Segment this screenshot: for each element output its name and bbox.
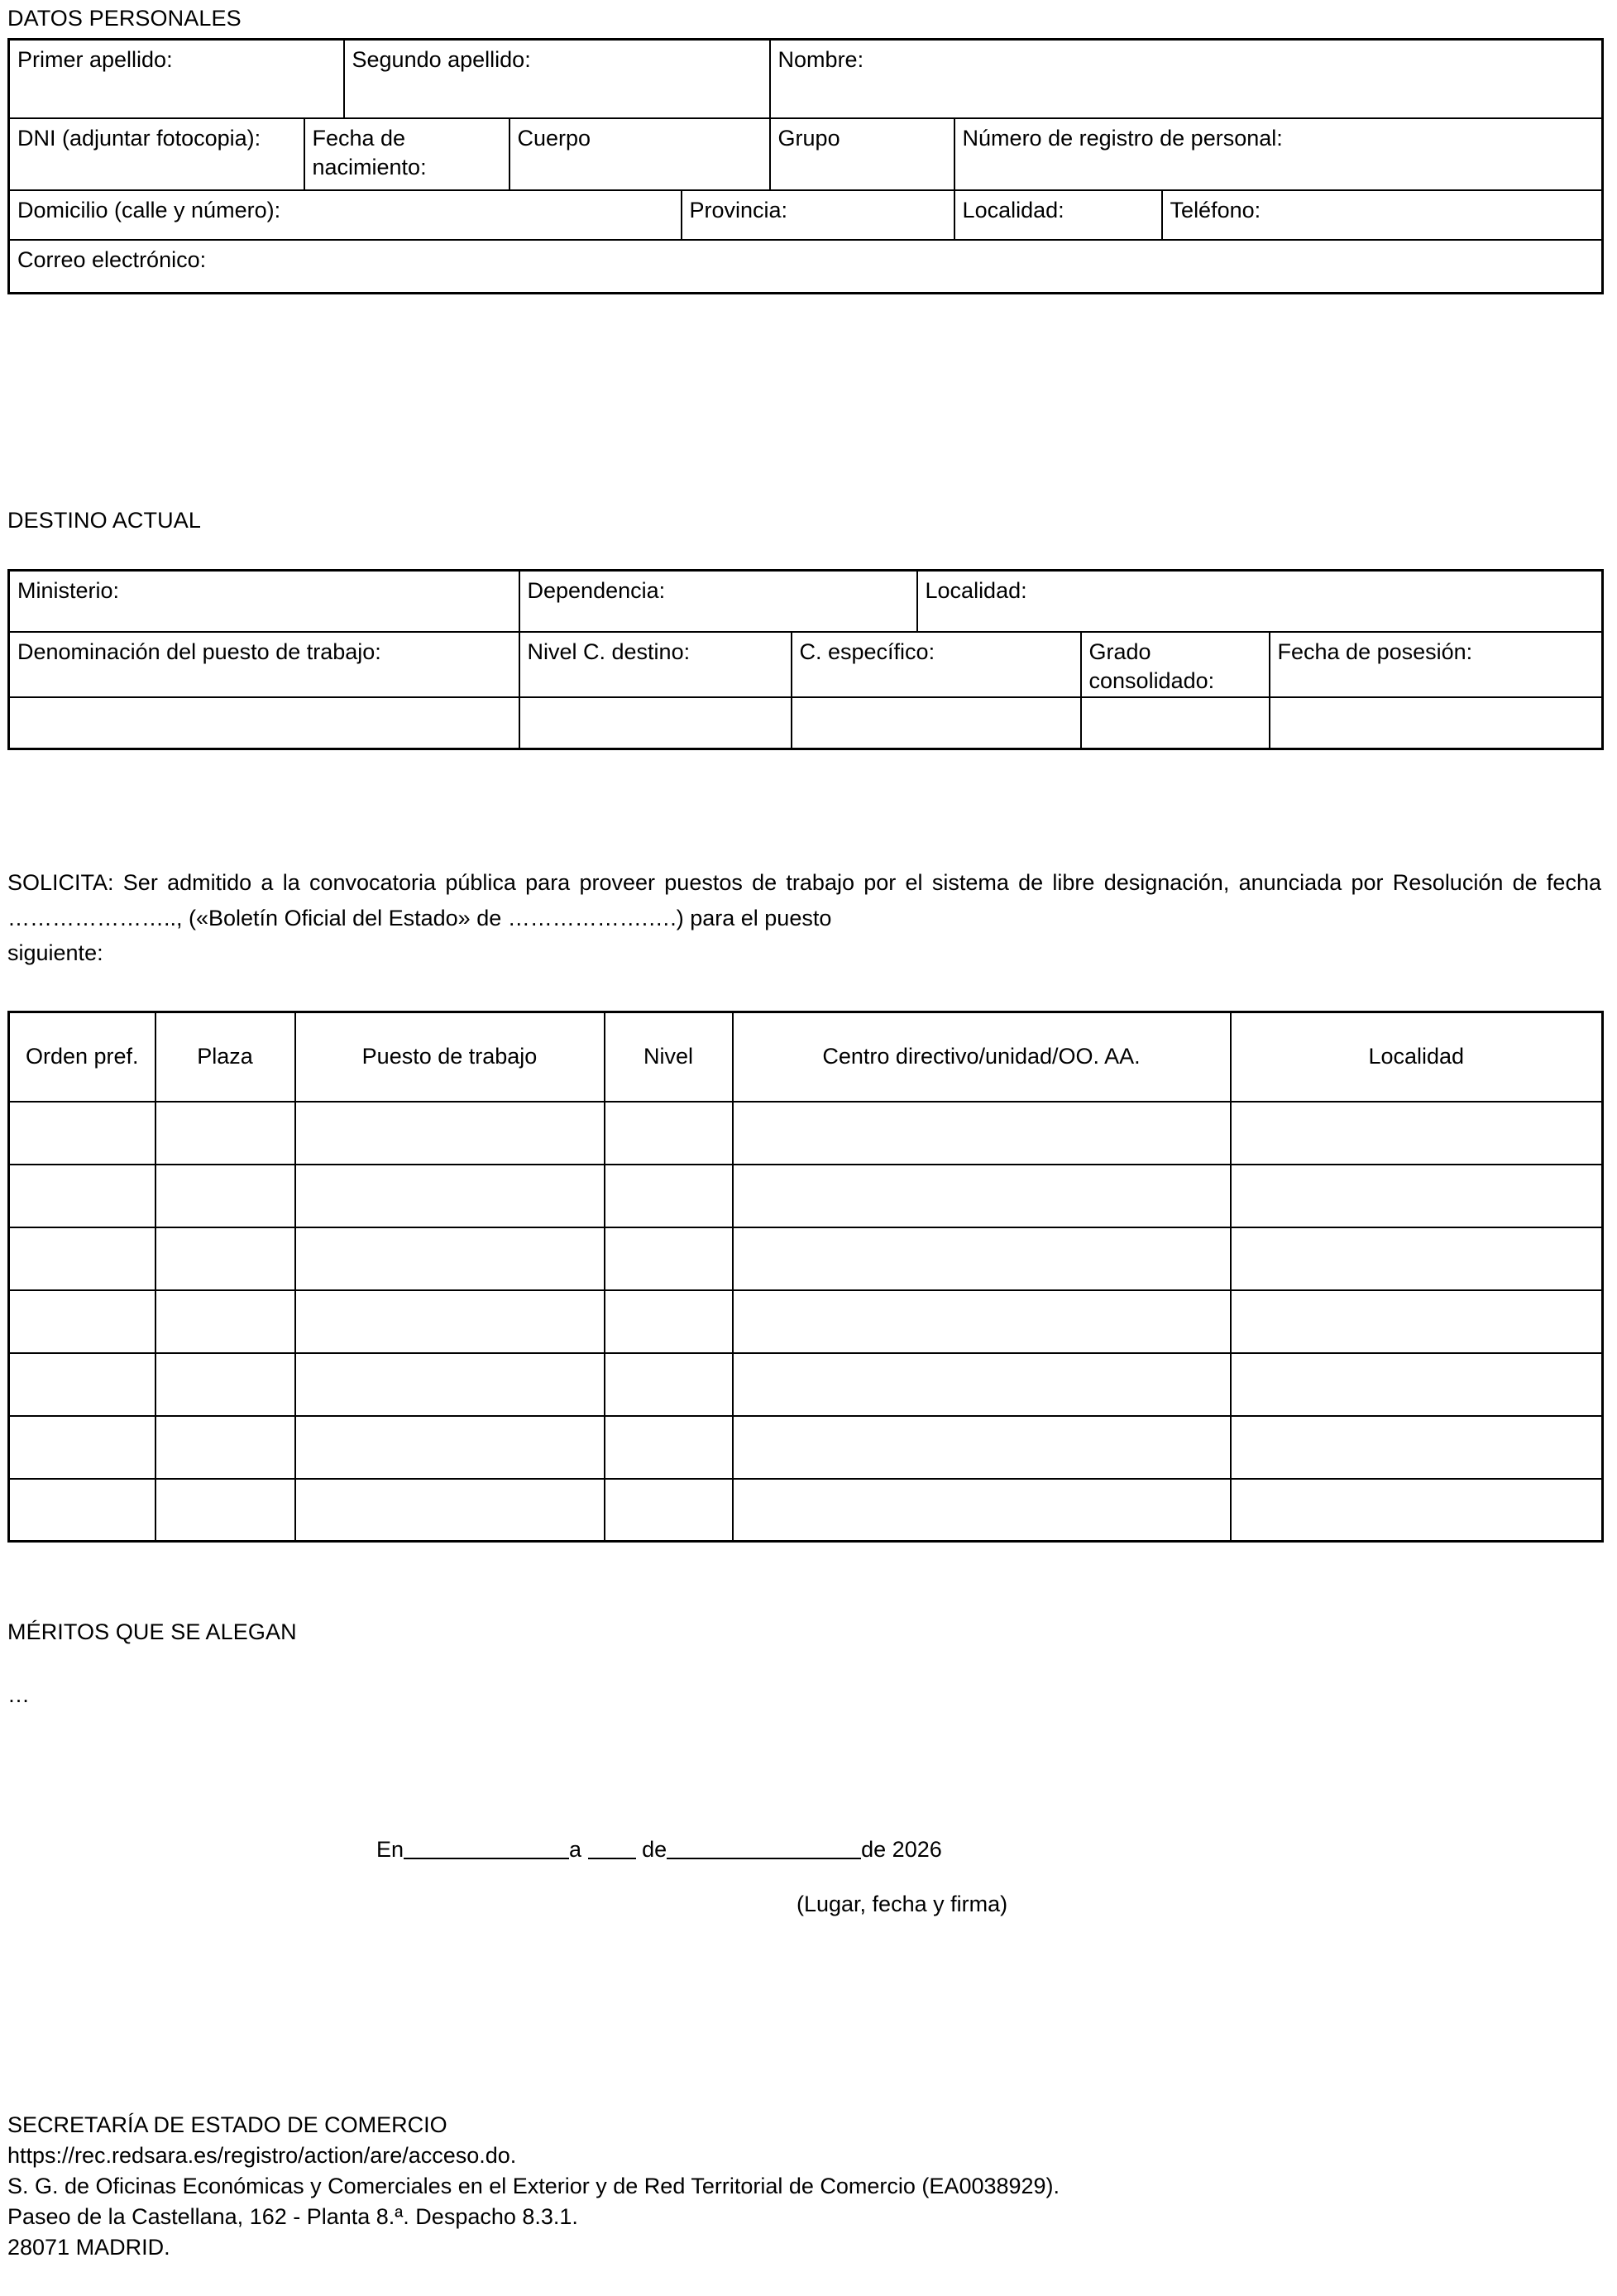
solicita-line-3: siguiente:: [7, 940, 103, 966]
consolidated-grade-input[interactable]: [1081, 697, 1270, 749]
preference-cell[interactable]: [605, 1102, 733, 1165]
day-blank[interactable]: [588, 1858, 636, 1859]
email-field[interactable]: Correo electrónico:: [9, 240, 1603, 294]
job-title-field[interactable]: Denominación del puesto de trabajo:: [9, 632, 519, 698]
table-row: [9, 40, 1603, 118]
column-header-plaza: Plaza: [155, 1012, 295, 1102]
dni-field[interactable]: DNI (adjuntar fotocopia):: [9, 118, 304, 190]
preference-cell[interactable]: [605, 1479, 733, 1542]
signature-mid-de: de: [642, 1837, 667, 1862]
preference-cell[interactable]: [155, 1353, 295, 1416]
preference-cell[interactable]: [295, 1165, 605, 1227]
merits-placeholder[interactable]: …: [7, 1682, 30, 1707]
footer-line-url[interactable]: https://rec.redsara.es/registro/action/are/acceso.do.: [7, 2142, 517, 2168]
signature-caption: (Lugar, fecha y firma): [797, 1892, 1008, 1916]
solicita-line-2: anunciada por Resolución de fecha ………………….., («Boletín Oficial del Estado» de ……………….….) para el puesto: [7, 870, 1601, 930]
personal-data-table: [7, 38, 1604, 294]
preference-cell[interactable]: [1231, 1479, 1603, 1542]
possession-date-input[interactable]: [1270, 697, 1603, 749]
address-field[interactable]: Domicilio (calle y número):: [9, 190, 682, 240]
table-row: [9, 632, 1603, 698]
place-blank[interactable]: [404, 1858, 569, 1859]
table-row: [9, 1479, 1603, 1542]
preference-cell[interactable]: [733, 1165, 1231, 1227]
preference-cell[interactable]: [1231, 1416, 1603, 1479]
table-row: [9, 571, 1603, 632]
preference-cell[interactable]: [155, 1102, 295, 1165]
table-row: [9, 1102, 1603, 1165]
group-field[interactable]: Grupo: [770, 118, 954, 190]
preference-cell[interactable]: [295, 1479, 605, 1542]
solicita-line-1: SOLICITA: Ser admitido a la convocatoria pública para proveer puestos de trabajo por el sistema de libre designación,: [7, 870, 1230, 895]
preference-cell[interactable]: [605, 1227, 733, 1290]
preference-cell[interactable]: [9, 1165, 155, 1227]
preference-cell[interactable]: [9, 1353, 155, 1416]
footer-line-unit: S. G. de Oficinas Económicas y Comerciales en el Exterior y de Red Territorial de Comercio (EA0038929).: [7, 2173, 1060, 2198]
table-row: [9, 1165, 1603, 1227]
preference-table-header-row: [9, 1012, 1603, 1102]
current-locality-field[interactable]: Localidad:: [917, 571, 1603, 632]
preference-cell[interactable]: [295, 1416, 605, 1479]
personnel-registry-number-field[interactable]: Número de registro de personal:: [954, 118, 1603, 190]
preference-cell[interactable]: [9, 1416, 155, 1479]
footer-line-street: Paseo de la Castellana, 162 - Planta 8.ª. Despacho 8.3.1.: [7, 2203, 578, 2229]
preference-cell[interactable]: [1231, 1165, 1603, 1227]
preference-cell[interactable]: [155, 1290, 295, 1353]
footer-line-secretaria: SECRETARÍA DE ESTADO DE COMERCIO: [7, 2112, 447, 2137]
preference-cell[interactable]: [1231, 1353, 1603, 1416]
job-title-input[interactable]: [9, 697, 519, 749]
province-field[interactable]: Provincia:: [682, 190, 954, 240]
preference-cell[interactable]: [733, 1353, 1231, 1416]
corps-field[interactable]: Cuerpo: [509, 118, 770, 190]
specific-complement-input[interactable]: [792, 697, 1081, 749]
signature-year: de 2026: [861, 1837, 942, 1862]
column-header-orden-pref: Orden pref.: [9, 1012, 155, 1102]
second-surname-field[interactable]: Segundo apellido:: [344, 40, 770, 118]
column-header-localidad: Localidad: [1231, 1012, 1603, 1102]
signature-prefix: En: [376, 1837, 404, 1862]
signature-mid-a: a: [569, 1837, 582, 1862]
signature-line: [376, 1837, 942, 1863]
preference-cell[interactable]: [1231, 1290, 1603, 1353]
preference-table: [7, 1011, 1604, 1543]
preference-cell[interactable]: [155, 1479, 295, 1542]
preference-cell[interactable]: [1231, 1102, 1603, 1165]
preference-cell[interactable]: [9, 1227, 155, 1290]
table-row: [9, 240, 1603, 294]
preference-cell[interactable]: [733, 1102, 1231, 1165]
footer-line-postal: 28071 MADRID.: [7, 2234, 170, 2260]
first-surname-field[interactable]: Primer apellido:: [9, 40, 344, 118]
preference-cell[interactable]: [9, 1479, 155, 1542]
given-name-field[interactable]: Nombre:: [770, 40, 1603, 118]
table-row: [9, 1227, 1603, 1290]
preference-cell[interactable]: [9, 1290, 155, 1353]
preference-cell[interactable]: [605, 1416, 733, 1479]
current-post-table: [7, 569, 1604, 750]
preference-cell[interactable]: [605, 1353, 733, 1416]
table-row: [9, 1290, 1603, 1353]
column-header-centro-directivo: Centro directivo/unidad/OO. AA.: [733, 1012, 1231, 1102]
ministry-field[interactable]: Ministerio:: [9, 571, 519, 632]
preference-cell[interactable]: [605, 1165, 733, 1227]
preference-cell[interactable]: [733, 1479, 1231, 1542]
table-row: [9, 697, 1603, 749]
specific-complement-field[interactable]: C. específico:: [792, 632, 1081, 698]
column-header-nivel: Nivel: [605, 1012, 733, 1102]
preference-cell[interactable]: [9, 1102, 155, 1165]
possession-date-field[interactable]: Fecha de posesión:: [1270, 632, 1603, 698]
table-row: [9, 1353, 1603, 1416]
solicita-paragraph: [7, 865, 1601, 971]
preference-cell[interactable]: [733, 1290, 1231, 1353]
locality-field[interactable]: Localidad:: [954, 190, 1162, 240]
birth-date-field[interactable]: Fecha de nacimiento:: [304, 118, 509, 190]
preference-cell[interactable]: [295, 1290, 605, 1353]
table-row: [9, 190, 1603, 240]
preference-cell[interactable]: [605, 1290, 733, 1353]
preference-cell[interactable]: [295, 1227, 605, 1290]
preference-cell[interactable]: [1231, 1227, 1603, 1290]
table-row: [9, 118, 1603, 190]
destination-level-field[interactable]: Nivel C. destino:: [519, 632, 792, 698]
table-row: [9, 1416, 1603, 1479]
preference-cell[interactable]: [295, 1353, 605, 1416]
preference-cell[interactable]: [155, 1227, 295, 1290]
current-post-heading: DESTINO ACTUAL: [7, 508, 201, 533]
merits-heading: MÉRITOS QUE SE ALEGAN: [7, 1619, 297, 1644]
footer-address-block: [7, 2110, 1060, 2263]
personal-data-heading: DATOS PERSONALES: [7, 6, 242, 31]
column-header-puesto-de-trabajo: Puesto de trabajo: [295, 1012, 605, 1102]
preference-cell[interactable]: [155, 1416, 295, 1479]
phone-field[interactable]: Teléfono:: [1162, 190, 1603, 240]
preference-cell[interactable]: [733, 1227, 1231, 1290]
preference-cell[interactable]: [733, 1416, 1231, 1479]
month-blank[interactable]: [667, 1858, 861, 1859]
destination-level-input[interactable]: [519, 697, 792, 749]
dependency-field[interactable]: Dependencia:: [519, 571, 917, 632]
preference-table-body: [9, 1102, 1603, 1542]
preference-cell[interactable]: [155, 1165, 295, 1227]
preference-cell[interactable]: [295, 1102, 605, 1165]
consolidated-grade-field[interactable]: Grado consolidado:: [1081, 632, 1270, 698]
